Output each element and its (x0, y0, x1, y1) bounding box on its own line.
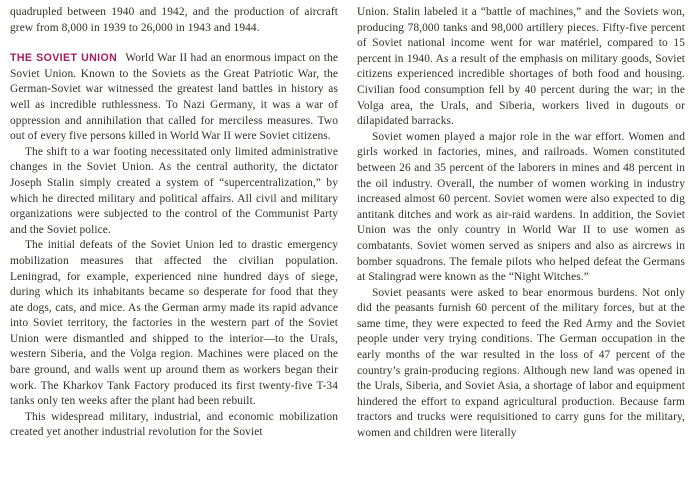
section-text: World War II had an enormous impact on the Soviet Union. Known to the Soviets as the Great Patriotic War, the German-Soviet war witnessed the greatest land battles in history as well as incredible ruthlessness. To Nazi Germany, it was a war of oppression and annihilation that called for merciless measures. Two out of every five persons killed in World War II were Soviet citizens. (10, 52, 338, 143)
left-column (10, 5, 338, 489)
paragraph: Soviet women played a major role in the war effort. Women and girls worked in factories, mines, and railroads. Women constituted between 26 and 35 percent of the laborers in mines and 48 percent in the oil industry. Overall, the number of women working in industry increased almost 60 percent. Soviet women were also expected to dig antitank ditches and work as air-raid wardens. In addition, the Soviet Union was the only country in World War II to use women as combatants. Soviet women served as snipers and also as aircrews in bomber squadrons. The female pilots who helped defeat the Germans at Stalingrad were known as the “Night Witches.” (357, 130, 685, 284)
paragraph: Soviet peasants were asked to bear enormous burdens. Not only did the peasants furnish 60 percent of the military forces, but at the same time, they were expected to feed the Red Army and the Soviet people under very trying conditions. The German occupation in the early months of the war resulted in the loss of 47 percent of the country’s grain-producing regions. Although new land was opened in the Urals, Siberia, and Soviet Asia, a shortage of labor and equipment hindered the effort to expand agricultural production. Because farm tractors and trucks were requisitioned to carry guns for the military, women and children were literally (357, 286, 685, 440)
paragraph-continuation: quadrupled between 1940 and 1942, and the production of aircraft grew from 8,000 in 1939 to 26,000 in 1943 and 1944. (10, 6, 338, 34)
right-column (357, 5, 685, 489)
paragraph-continuation: Union. Stalin labeled it a “battle of machines,” and the Soviets won, producing 78,000 tanks and 98,000 artillery pieces. Fifty-five percent of Soviet national income went for war matériel, compared to 15 percent in 1940. As a result of the emphasis on military goods, Soviet citizens experienced incredible shortages of both food and housing. Civilian food consumption fell by 40 percent during the war; in the Volga area, the Urals, and Siberia, workers lived in dugouts or dilapidated barracks. (357, 6, 685, 128)
section-heading: THE SOVIET UNION (10, 52, 118, 65)
section-paragraph (10, 51, 338, 145)
paragraph: The initial defeats of the Soviet Union led to drastic emergency mobilization measures that affected the civilian population. Leningrad, for example, experienced nine hundred days of siege, during which its inhabitants became so desperate for food that they ate dogs, cats, and mice. As the German army made its rapid advance into Soviet territory, the factories in the western part of the Soviet Union were dismantled and shipped to the interior—to the Urals, western Siberia, and the Volga region. Machines were placed on the bare ground, and walls went up around them as workers began their work. The Kharkov Tank Factory produced its first twenty-five T-34 tanks only ten weeks after the plant had been rebuilt. (10, 239, 338, 408)
paragraph: This widespread military, industrial, and economic mobilization created yet another industrial revolution for the Soviet (10, 410, 338, 439)
paragraph: The shift to a war footing necessitated only limited administrative changes in the Soviet Union. As the central authority, the dictator Joseph Stalin simply created a system of “supercentralization,” by which he directed military and political affairs. All civil and military organizations were subjected to the control of the Communist Party and the Soviet police. (10, 145, 338, 236)
